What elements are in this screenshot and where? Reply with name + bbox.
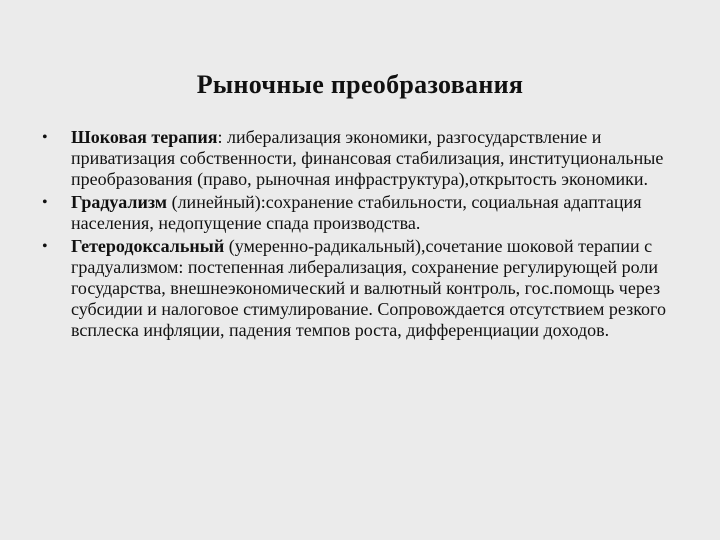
bullet-icon: • [42,129,48,146]
bullet-text: : либерализация экономики, разгосударствление и приватизация собственности, финансовая стабилизация, институциональные преобразования (право, рыночная инфраструктура),открытость экономики. [71,127,664,189]
slide-title: Рыночные преобразования [196,70,524,99]
bullet-term: Градуализм [71,192,168,212]
bullet-term: Гетеродоксальный [71,236,225,256]
bullet-term: Шоковая терапия [71,127,218,147]
bullet-icon: • [42,238,48,255]
bullet-list [42,127,682,343]
bullet-item-shock-therapy [42,127,682,190]
bullet-text: (умеренно-радикальный),сочетание шоковой терапии с градуализмом: постепенная либерализация, сохранение регулирующей роли государства, внешнеэкономический и валютный контроль, гос.помощь через субсидии и налоговое стимулирование. Сопровождается отсутствием резкого всплеска инфляции, падения темпов роста, дифференциации доходов. [71,236,666,340]
bullet-item-heterodox [42,236,682,341]
bullet-item-gradualism [42,192,682,234]
bullet-text: (линейный):сохранение стабильности, социальная адаптация населения, недопущение спада производства. [71,192,642,233]
bullet-icon: • [42,194,48,211]
